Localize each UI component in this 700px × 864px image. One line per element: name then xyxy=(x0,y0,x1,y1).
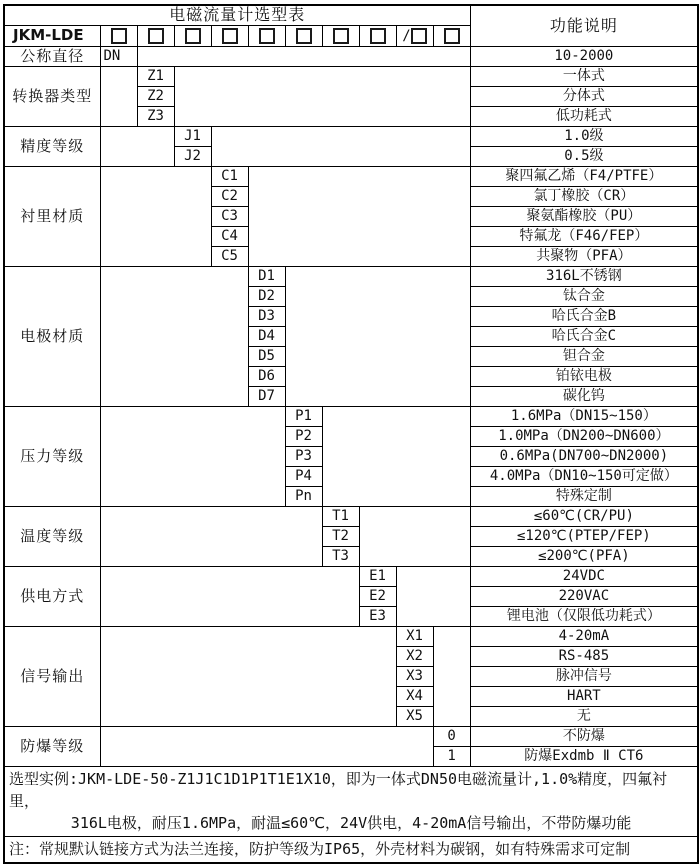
spacer-cell xyxy=(100,507,322,567)
model-box-cell xyxy=(100,26,137,47)
category-label: 电极材质 xyxy=(4,267,100,407)
code-cell: C3 xyxy=(211,207,248,227)
category-label: 防爆等级 xyxy=(4,727,100,767)
code-cell: DN xyxy=(100,47,137,67)
code-cell: X1 xyxy=(396,627,433,647)
checkbox-icon xyxy=(259,28,275,44)
description-cell: 铂铱电极 xyxy=(470,367,698,387)
code-cell: P4 xyxy=(285,467,322,487)
model-box-cell xyxy=(174,26,211,47)
code-cell: E1 xyxy=(359,567,396,587)
checkbox-icon xyxy=(444,28,460,44)
code-cell: D7 xyxy=(248,387,285,407)
spacer-cell xyxy=(100,407,285,507)
model-box-cell xyxy=(137,26,174,47)
spacer-cell xyxy=(100,127,174,167)
description-cell: 316L不锈钢 xyxy=(470,267,698,287)
description-cell: 聚四氟乙烯（F4/PTFE） xyxy=(470,167,698,187)
category-label: 温度等级 xyxy=(4,507,100,567)
table-row xyxy=(4,727,698,747)
category-label: 衬里材质 xyxy=(4,167,100,267)
code-cell: D1 xyxy=(248,267,285,287)
description-cell: 一体式 xyxy=(470,67,698,87)
code-cell: C1 xyxy=(211,167,248,187)
model-prefix: JKM-LDE xyxy=(4,26,100,47)
table-row xyxy=(4,127,698,147)
description-cell: 10-2000 xyxy=(470,47,698,67)
description-cell: 脉冲信号 xyxy=(470,667,698,687)
code-cell: C5 xyxy=(211,247,248,267)
spacer-cell xyxy=(100,567,359,627)
code-cell: C2 xyxy=(211,187,248,207)
checkbox-icon xyxy=(333,28,349,44)
code-cell: D5 xyxy=(248,347,285,367)
description-cell: 锂电池（仅限低功耗式） xyxy=(470,607,698,627)
table-row xyxy=(4,47,698,67)
code-cell: Z1 xyxy=(137,67,174,87)
model-box-cell xyxy=(359,26,396,47)
code-cell: D3 xyxy=(248,307,285,327)
description-cell: 0.5级 xyxy=(470,147,698,167)
code-cell: P3 xyxy=(285,447,322,467)
checkbox-icon xyxy=(370,28,386,44)
description-cell: 钛合金 xyxy=(470,287,698,307)
description-cell: 220VAC xyxy=(470,587,698,607)
description-cell: 特氟龙（F46/FEP） xyxy=(470,227,698,247)
spacer-cell xyxy=(433,627,470,727)
description-cell: HART xyxy=(470,687,698,707)
description-cell: RS-485 xyxy=(470,647,698,667)
description-cell: 4.0MPa（DN10~150可定做） xyxy=(470,467,698,487)
code-cell: Pn xyxy=(285,487,322,507)
spacer-cell xyxy=(137,47,470,67)
spacer-cell xyxy=(174,67,470,127)
description-cell: ≤120℃(PTEP/FEP) xyxy=(470,527,698,547)
description-cell: 1.0级 xyxy=(470,127,698,147)
spacer-cell xyxy=(100,727,433,767)
description-cell: 24VDC xyxy=(470,567,698,587)
table-title: 电磁流量计选型表 xyxy=(4,5,470,26)
category-label: 信号输出 xyxy=(4,627,100,727)
description-cell: 低功耗式 xyxy=(470,107,698,127)
function-column-header: 功能说明 xyxy=(470,5,698,47)
model-box-cell xyxy=(433,26,470,47)
description-cell: 哈氏合金B xyxy=(470,307,698,327)
category-label: 压力等级 xyxy=(4,407,100,507)
example-note-row xyxy=(4,767,698,837)
code-cell: P2 xyxy=(285,427,322,447)
example-note xyxy=(4,767,698,837)
code-cell: J2 xyxy=(174,147,211,167)
code-cell: C4 xyxy=(211,227,248,247)
checkbox-icon xyxy=(148,28,164,44)
description-cell: ≤60℃(CR/PU) xyxy=(470,507,698,527)
description-cell: 1.6MPa（DN15~150） xyxy=(470,407,698,427)
spacer-cell xyxy=(211,127,470,167)
category-label: 精度等级 xyxy=(4,127,100,167)
category-label: 供电方式 xyxy=(4,567,100,627)
example-line-2: 316L电极，耐压1.6MPa，耐温≤60℃，24V供电，4-20mA信号输出，不带防爆功能 xyxy=(70,813,632,832)
table-row xyxy=(4,567,698,587)
table-row xyxy=(4,627,698,647)
category-label: 转换器类型 xyxy=(4,67,100,127)
model-box-cell xyxy=(396,26,433,47)
title-row xyxy=(4,5,698,26)
spacer-cell xyxy=(322,407,470,507)
description-cell: 特殊定制 xyxy=(470,487,698,507)
description-cell: 4-20mA xyxy=(470,627,698,647)
model-box-cell xyxy=(248,26,285,47)
checkbox-icon xyxy=(185,28,201,44)
description-cell: 共聚物（PFA） xyxy=(470,247,698,267)
code-cell: Z3 xyxy=(137,107,174,127)
spacer-cell xyxy=(248,167,470,267)
box-prefix: / xyxy=(402,27,411,44)
checkbox-icon xyxy=(222,28,238,44)
table-row xyxy=(4,67,698,87)
selection-table xyxy=(3,4,699,864)
spacer-cell xyxy=(285,267,470,407)
spacer-cell xyxy=(100,167,211,267)
code-cell: X4 xyxy=(396,687,433,707)
description-cell: 0.6MPa(DN700~DN2000) xyxy=(470,447,698,467)
code-cell: T1 xyxy=(322,507,359,527)
code-cell: Z2 xyxy=(137,87,174,107)
description-cell: 防爆Exdmb Ⅱ CT6 xyxy=(470,747,698,767)
example-line-1: 选型实例:JKM-LDE-50-Z1J1C1D1P1T1E1X10，即为一体式DN50电磁流量计,1.0%精度，四氟衬里， xyxy=(9,770,668,810)
description-cell: 1.0MPa（DN200~DN600） xyxy=(470,427,698,447)
code-cell: X3 xyxy=(396,667,433,687)
description-cell: 聚氨酯橡胶（PU） xyxy=(470,207,698,227)
model-box-cell xyxy=(211,26,248,47)
footnote-row xyxy=(4,837,698,863)
code-cell: D4 xyxy=(248,327,285,347)
description-cell: 无 xyxy=(470,707,698,727)
checkbox-icon xyxy=(111,28,127,44)
spacer-cell xyxy=(359,507,470,567)
model-box-cell xyxy=(322,26,359,47)
spacer-cell xyxy=(100,267,248,407)
table-row xyxy=(4,167,698,187)
footnote: 注：常规默认链接方式为法兰连接，防护等级为IP65，外壳材料为碳钢，如有特殊需求可定制 xyxy=(4,837,698,863)
code-cell: D2 xyxy=(248,287,285,307)
spacer-cell xyxy=(396,567,470,627)
description-cell: 钽合金 xyxy=(470,347,698,367)
description-cell: 氯丁橡胶（CR） xyxy=(470,187,698,207)
code-cell: T2 xyxy=(322,527,359,547)
code-cell: J1 xyxy=(174,127,211,147)
description-cell: 分体式 xyxy=(470,87,698,107)
code-cell: X2 xyxy=(396,647,433,667)
description-cell: 哈氏合金C xyxy=(470,327,698,347)
checkbox-icon xyxy=(411,28,427,44)
code-cell: E3 xyxy=(359,607,396,627)
checkbox-icon xyxy=(296,28,312,44)
code-cell: D6 xyxy=(248,367,285,387)
code-cell: P1 xyxy=(285,407,322,427)
category-label: 公称直径 xyxy=(4,47,100,67)
code-cell: E2 xyxy=(359,587,396,607)
description-cell: 不防爆 xyxy=(470,727,698,747)
code-cell: 1 xyxy=(433,747,470,767)
code-cell: X5 xyxy=(396,707,433,727)
model-box-cell xyxy=(285,26,322,47)
spacer-cell xyxy=(100,627,396,727)
code-cell: T3 xyxy=(322,547,359,567)
table-row xyxy=(4,267,698,287)
table-row xyxy=(4,507,698,527)
table-row xyxy=(4,407,698,427)
spacer-cell xyxy=(100,67,137,127)
description-cell: 碳化钨 xyxy=(470,387,698,407)
code-cell: 0 xyxy=(433,727,470,747)
description-cell: ≤200℃(PFA) xyxy=(470,547,698,567)
